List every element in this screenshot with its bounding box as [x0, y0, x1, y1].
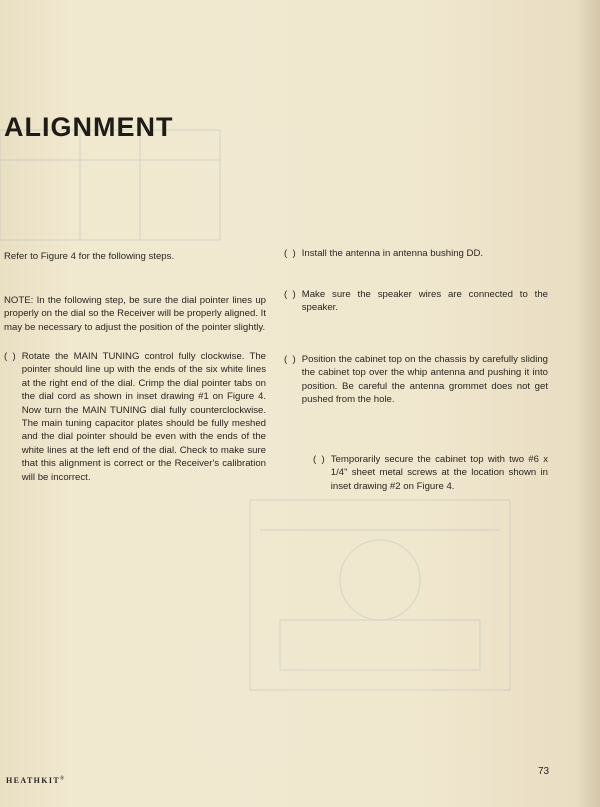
- note-text: NOTE: In the following step, be sure the dial pointer lines up properly on the dial so the Receiver will be properly aligned. It may be necessary to adjust the position of the pointer slightly.: [4, 295, 266, 333]
- step-text: Rotate the MAIN TUNING control fully clockwise. The pointer should line up with the ends of the six white lines at the right end of the dial. Crimp the dial pointer tabs on the dial cord as shown in inset drawing #1 on Figure 4. Now turn the MAIN TUNING dial fully counterclockwise. The main tuning capacitor plates should be fully meshed and the dial pointer should be even with the ends of the white lines at the left end of the dial. Check to make sure that this alignment is correct or the Receiver's calibration will be incorrect.: [21, 351, 266, 483]
- step-checkbox[interactable]: ( ): [284, 289, 296, 300]
- step-secure-cabinet-top: [313, 453, 548, 493]
- step-install-antenna: [284, 247, 548, 260]
- page-title: ALIGNMENT: [4, 112, 174, 142]
- heathkit-logo: [6, 776, 64, 785]
- step-speaker-wires: [284, 288, 548, 315]
- page-number: 73: [538, 766, 550, 777]
- step-text: Install the antenna in antenna bushing DD.: [301, 248, 484, 259]
- brand-name: HEATHKIT: [6, 776, 61, 785]
- step-rotate-main-tuning: [4, 350, 266, 484]
- step-checkbox[interactable]: ( ): [4, 351, 16, 362]
- step-checkbox[interactable]: ( ): [284, 248, 296, 259]
- step-text: Temporarily secure the cabinet top with two #6 x 1/4" sheet metal screws at the location shown in inset drawing #2 on Figure 4.: [330, 454, 548, 492]
- step-checkbox[interactable]: ( ): [284, 354, 296, 365]
- step-text: Position the cabinet top on the chassis by carefully sliding the cabinet top over the whip antenna and pushing it into position. Be careful the antenna grommet does not get pushed from the hole.: [301, 354, 548, 406]
- step-text: Make sure the speaker wires are connected to the speaker.: [301, 289, 548, 314]
- step-position-cabinet-top: [284, 353, 548, 407]
- page-spine-shadow: [576, 0, 600, 807]
- registered-mark: ®: [60, 776, 64, 782]
- intro-text: Refer to Figure 4 for the following steps.: [4, 251, 175, 262]
- step-checkbox[interactable]: ( ): [313, 454, 325, 465]
